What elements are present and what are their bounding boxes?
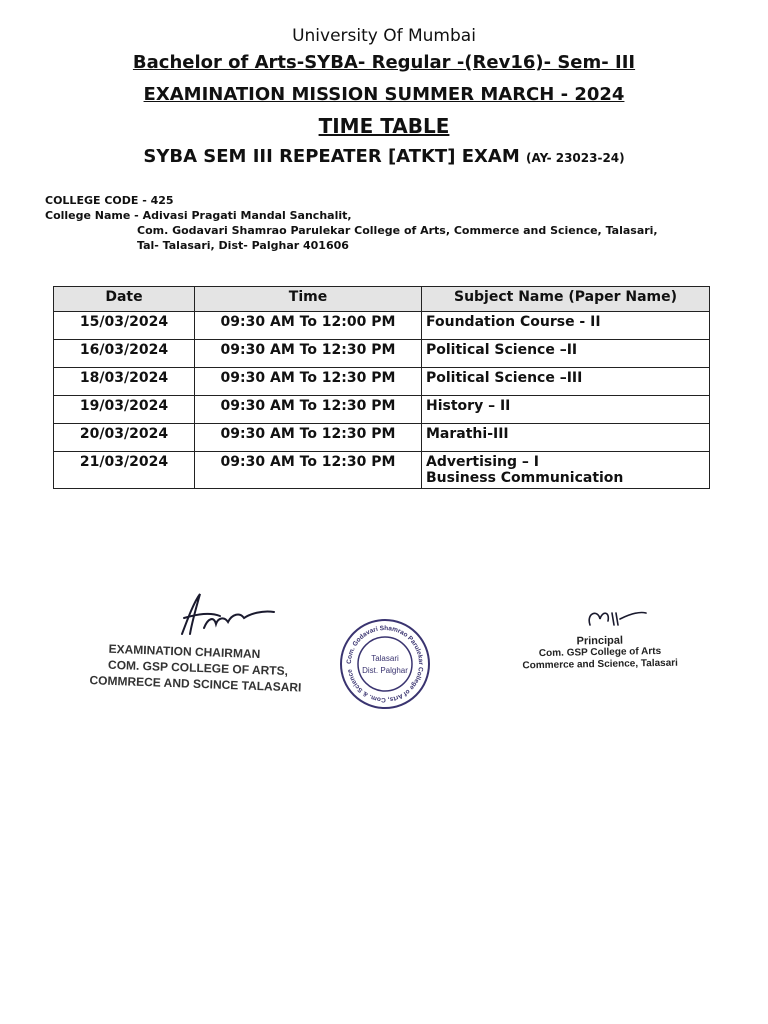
header-subject: Subject Name (Paper Name) (422, 287, 710, 312)
academic-year: (AY- 23023-24) (526, 151, 625, 165)
page-title: TIME TABLE (318, 114, 450, 138)
university-name: University Of Mumbai (292, 26, 476, 46)
table-row (54, 424, 710, 452)
row-subject: Marathi-III (422, 424, 710, 452)
college-name-line2: Com. Godavari Shamrao Parulekar College of Arts, Commerce and Science, Talasari, (137, 224, 658, 237)
row-time: 09:30 AM To 12:30 PM (195, 340, 422, 368)
row-subject: Political Science –II (422, 340, 710, 368)
table-row (54, 452, 710, 489)
row-time: 09:30 AM To 12:30 PM (195, 396, 422, 424)
chairman-line2: COM. GSP COLLEGE OF ARTS, (107, 657, 289, 679)
chairman-line3: COMMRECE AND SCINCE TALASARI (89, 673, 302, 695)
row-subject-line1: Advertising – I (426, 454, 539, 470)
row-subject: Foundation Course - II (422, 312, 710, 340)
exam-name-text: SYBA SEM III REPEATER [ATKT] EXAM (143, 146, 520, 167)
college-seal (338, 617, 432, 711)
table-header-row (54, 287, 710, 312)
table-row (54, 396, 710, 424)
chairman-signature-block (89, 588, 310, 695)
table-row (54, 312, 710, 340)
college-name-line1: College Name - Adivasi Pragati Mandal Sanchalit, (45, 209, 352, 222)
chairman-signature (170, 588, 280, 640)
principal-signature (550, 605, 650, 631)
principal-stamp (500, 633, 701, 672)
row-date: 19/03/2024 (54, 396, 195, 424)
row-date: 16/03/2024 (54, 340, 195, 368)
seal-ring-text: Com. Godavari Shamrao Parulekar College of Arts, Com. & Science (345, 624, 425, 704)
exam-name (0, 146, 768, 167)
college-info (45, 193, 658, 253)
row-time: 09:30 AM To 12:30 PM (195, 368, 422, 396)
row-time: 09:30 AM To 12:30 PM (195, 452, 422, 489)
seal-center-top: Talasari (371, 654, 399, 663)
table-row (54, 368, 710, 396)
principal-signature-block (500, 605, 700, 671)
row-time: 09:30 AM To 12:00 PM (195, 312, 422, 340)
college-name-line3: Tal- Talasari, Dist- Palghar 401606 (137, 239, 349, 252)
header-time: Time (195, 287, 422, 312)
principal-title: Principal (576, 634, 624, 648)
row-time: 09:30 AM To 12:30 PM (195, 424, 422, 452)
exam-session: EXAMINATION MISSION SUMMER MARCH - 2024 (143, 84, 625, 105)
college-code: COLLEGE CODE - 425 (45, 194, 174, 207)
row-subject: Political Science –III (422, 368, 710, 396)
chairman-title: EXAMINATION CHAIRMAN (108, 641, 261, 662)
row-date: 18/03/2024 (54, 368, 195, 396)
header-date: Date (54, 287, 195, 312)
row-date: 21/03/2024 (54, 452, 195, 489)
principal-line2: Com. GSP College of Arts (538, 645, 662, 660)
principal-line3: Commerce and Science, Talasari (522, 657, 679, 672)
seal-stamp-icon (338, 617, 432, 711)
table-row (54, 340, 710, 368)
row-subject-line2: Business Communication (426, 470, 624, 486)
row-subject: History – II (422, 396, 710, 424)
timetable (53, 286, 710, 489)
chairman-stamp (89, 640, 311, 696)
row-date: 20/03/2024 (54, 424, 195, 452)
program-title: Bachelor of Arts-SYBA- Regular -(Rev16)- Sem- III (132, 52, 636, 73)
row-date: 15/03/2024 (54, 312, 195, 340)
seal-center-bottom: Dist. Palghar (362, 666, 408, 675)
row-subject (422, 452, 710, 489)
